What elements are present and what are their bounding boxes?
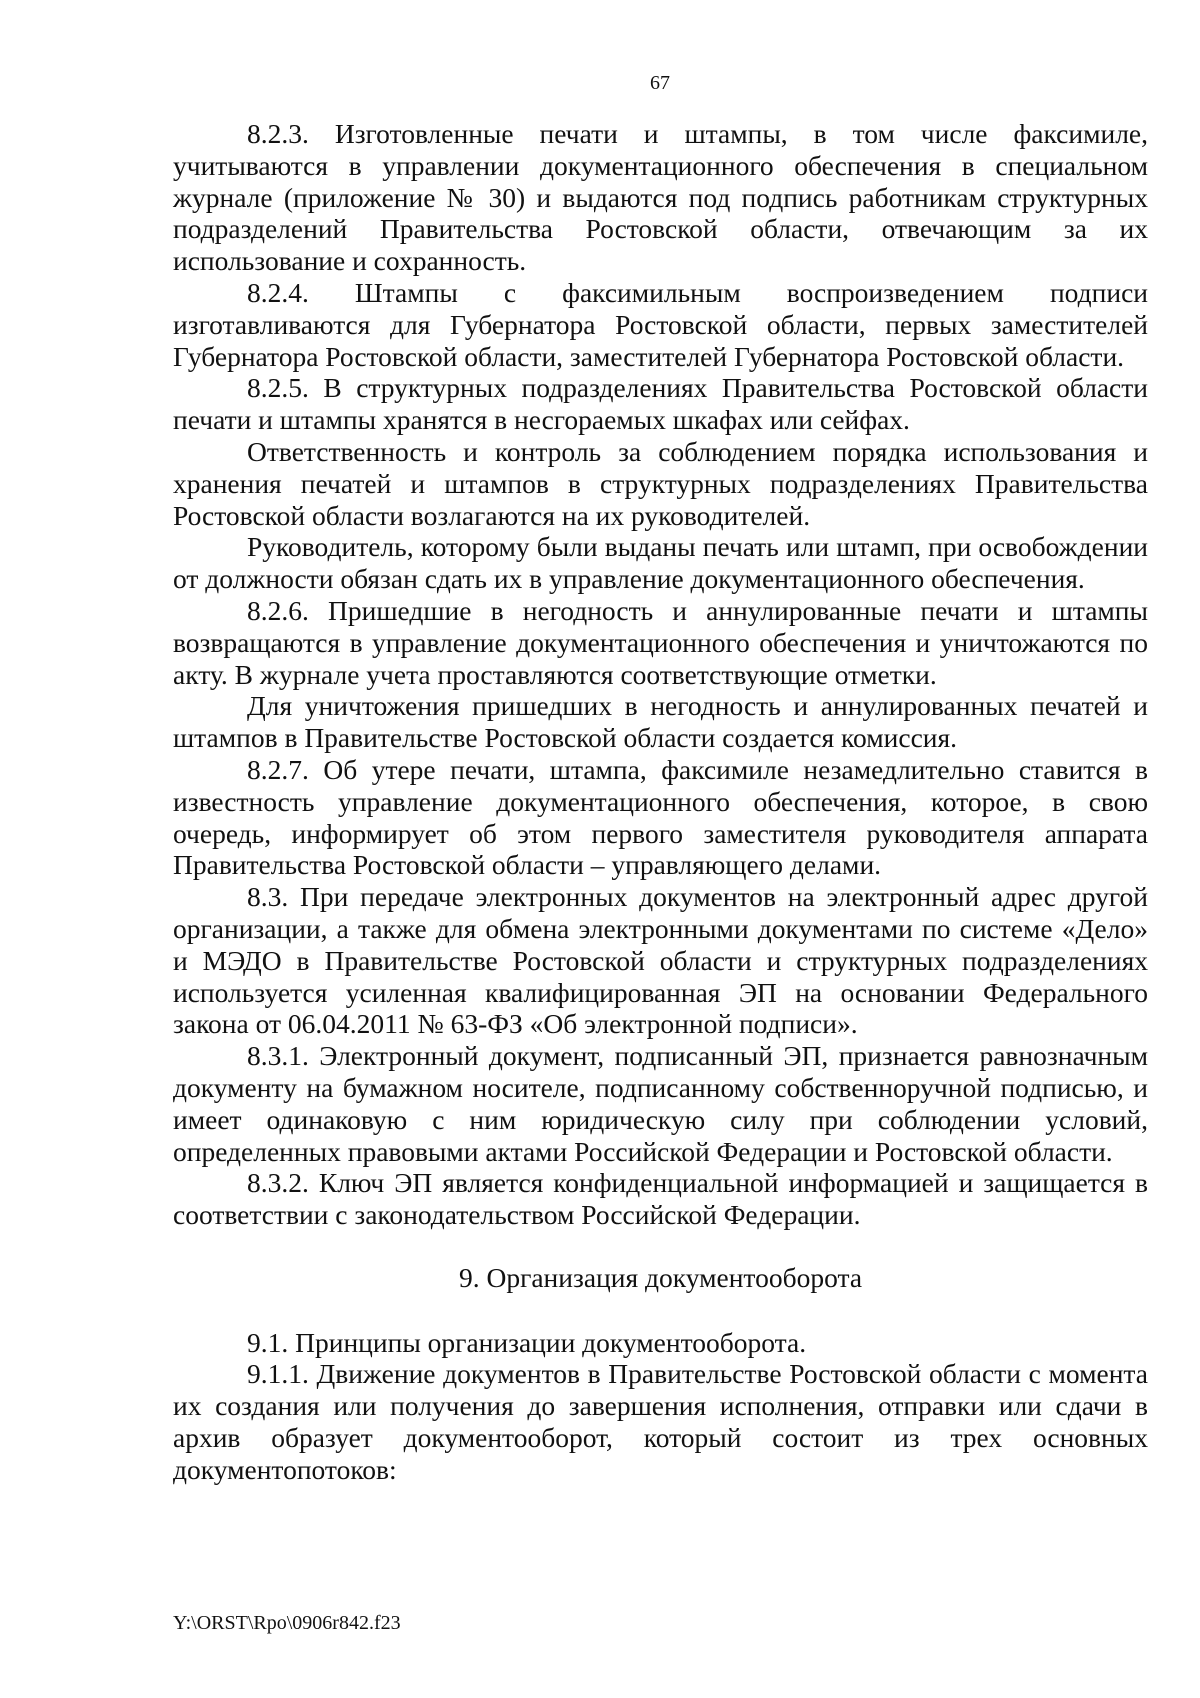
paragraph-8-3: 8.3. При передаче электронных документов на электронный адрес другой организации, а также для обмена электронными документами по системе «Дело» и МЭДО в Правительстве Ростовской области и структурных подразделениях используется усиленная квалифицированная ЭП на основании Федерального закона от 06.04.2011 № 63-ФЗ «Об электронной подписи». — [173, 881, 1148, 1040]
section-heading: 9. Организация документооборота — [458, 1261, 863, 1293]
paragraph-8-3-1: 8.3.1. Электронный документ, подписанный ЭП, признается равнозначным документу на бумажном носителе, подписанному собственноручной подписью, и имеет одинаковую с ним юридическую силу при соблюдении условий, определенных правовыми актами Российской Федерации и Ростовской области. — [173, 1040, 1148, 1167]
paragraph-9-1-1: 9.1.1. Движение документов в Правительстве Ростовской области с момента их создания или получения до завершения исполнения, отправки или сдачи в архив образует документооборот, который состоит из трех основных документопотоков: — [173, 1358, 1148, 1485]
paragraph-destruction-commission: Для уничтожения пришедших в негодность и аннулированных печатей и штампов в Правительстве Ростовской области создается комиссия. — [173, 690, 1148, 754]
paragraph-8-2-6: 8.2.6. Пришедшие в негодность и аннулированные печати и штампы возвращаются в управление документационного обеспечения и уничтожаются по акту. В журнале учета проставляются соответствующие отметки. — [173, 594, 1148, 690]
page-number: 67 — [650, 72, 670, 94]
paragraph-8-2-4: 8.2.4. Штампы с факсимильным воспроизведением подписи изготавливаются для Губернатора Ростовской области, первых заместителей Губернатора Ростовской области, заместителей Губернатора Ростовской области. — [173, 276, 1148, 372]
document-body — [173, 118, 1148, 1486]
paragraph-8-3-2: 8.3.2. Ключ ЭП является конфиденциальной информацией и защищается в соответствии с законодательством Российской Федерации. — [173, 1167, 1148, 1231]
paragraph-9-1: 9.1. Принципы организации документооборота. — [247, 1326, 807, 1358]
paragraph-8-2-7: 8.2.7. Об утере печати, штампа, факсимиле незамедлительно ставится в известность управление документационного обеспечения, которое, в свою очередь, информирует об этом первого заместителя руководителя аппарата Правительства Ростовской области – управляющего делами. — [173, 753, 1148, 881]
footer-file-path: Y:\ORST\Rpo\0906r842.f23 — [173, 1612, 401, 1634]
paragraph-8-2-3: 8.2.3. Изготовленные печати и штампы, в том числе факсимиле, учитываются в управлении документационного обеспечения в специальном журнале (приложение № 30) и выдаются под подпись работникам структурных подразделений Правительства Ростовской области, отвечающим за их использование и сохранность. — [173, 118, 1148, 277]
paragraph-manager-return: Руководитель, которому были выданы печать или штамп, при освобождении от должности обязан сдать их в управление документационного обеспечения. — [173, 531, 1148, 595]
paragraph-responsibility: Ответственность и контроль за соблюдением порядка использования и хранения печатей и штампов в структурных подразделениях Правительства Ростовской области возлагаются на их руководителей. — [173, 435, 1148, 531]
paragraph-8-2-5: 8.2.5. В структурных подразделениях Правительства Ростовской области печати и штампы хранятся в несгораемых шкафах или сейфах. — [173, 372, 1148, 436]
